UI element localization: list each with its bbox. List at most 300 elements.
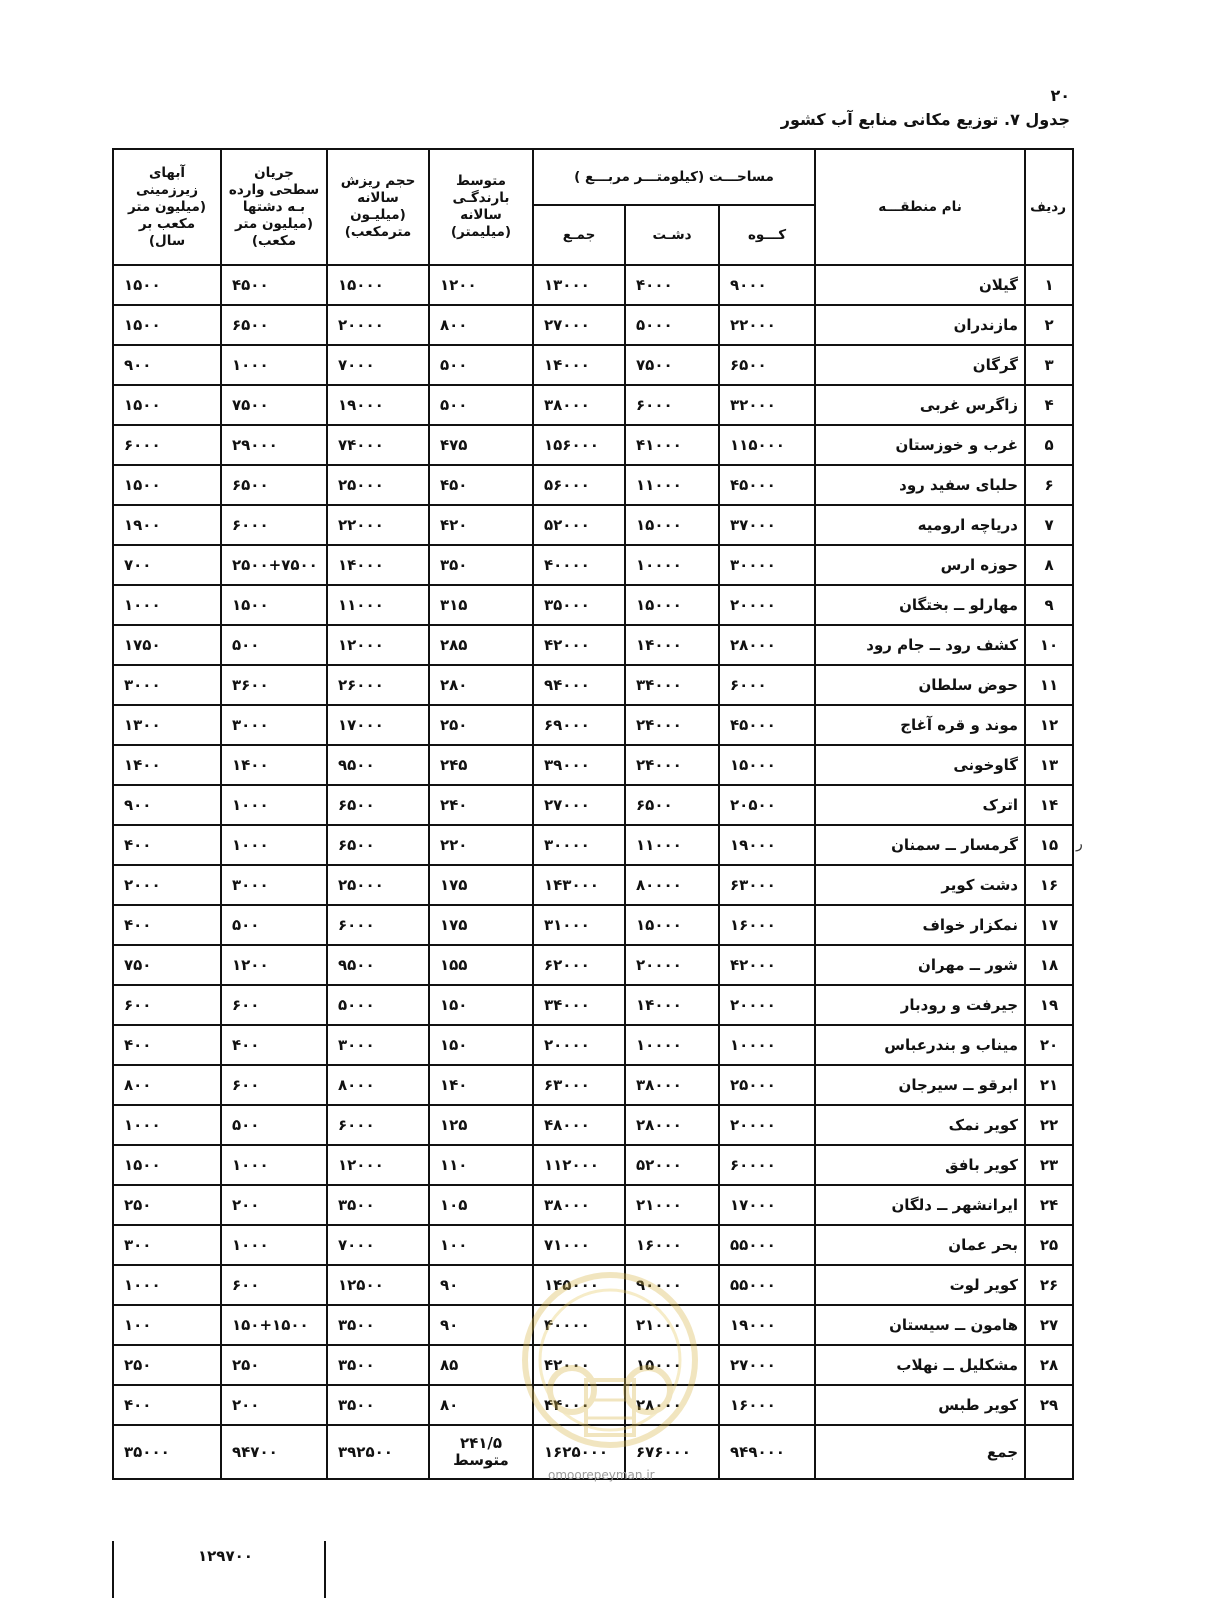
- total-area-cell: ۱۵۶۰۰۰: [533, 425, 625, 465]
- mountain-area-cell: ۴۲۰۰۰: [719, 945, 815, 985]
- table-row: [113, 385, 1073, 425]
- groundwater-cell: ۱۵۰۰: [113, 305, 221, 345]
- header-row-index: ردیف: [1025, 149, 1073, 265]
- plain-area-cell: ۱۱۰۰۰: [625, 465, 719, 505]
- total-area-cell: ۱۴۳۰۰۰: [533, 865, 625, 905]
- surface-flow-cell: ۱۰۰۰: [221, 1145, 327, 1185]
- surface-flow-cell: ۶۰۰۰: [221, 505, 327, 545]
- precip-volume-cell: ۲۲۰۰۰: [327, 505, 429, 545]
- surface-flow-cell: ۶۵۰۰: [221, 305, 327, 345]
- precip-volume-cell: ۷۰۰۰: [327, 345, 429, 385]
- total-area-cell: ۳۸۰۰۰: [533, 1185, 625, 1225]
- header-surface-flow: جریان سطحی وارده بـه دشتها (میلیون متر مکعب): [221, 149, 327, 265]
- mountain-area-cell: ۲۰۰۰۰: [719, 1105, 815, 1145]
- mountain-area-cell: ۶۵۰۰: [719, 345, 815, 385]
- plain-area-cell: ۳۸۰۰۰: [625, 1065, 719, 1105]
- total-area-cell: ۳۵۰۰۰: [533, 585, 625, 625]
- region-name-cell: حوزه ارس: [815, 545, 1025, 585]
- total-area-cell: ۳۰۰۰۰: [533, 825, 625, 865]
- surface-flow-cell: ۶۵۰۰: [221, 465, 327, 505]
- rainfall-cell: ۴۷۵: [429, 425, 533, 465]
- precip-volume-cell: ۸۰۰۰: [327, 1065, 429, 1105]
- surface-flow-cell: ۶۰۰: [221, 1065, 327, 1105]
- precip-volume-cell: ۷۰۰۰: [327, 1225, 429, 1265]
- table-row: [113, 465, 1073, 505]
- total-area-cell: ۱۴۵۰۰۰: [533, 1265, 625, 1305]
- surface-flow-cell: ۳۶۰۰: [221, 665, 327, 705]
- groundwater-cell: ۱۰۰۰: [113, 1105, 221, 1145]
- region-name-cell: جیرفت و رودبار: [815, 985, 1025, 1025]
- mountain-area-cell: ۱۵۰۰۰: [719, 745, 815, 785]
- row-index-cell: ۱۵: [1025, 825, 1073, 865]
- row-index-cell: ۸: [1025, 545, 1073, 585]
- row-index-cell: ۱۹: [1025, 985, 1073, 1025]
- mountain-area-cell: ۵۵۰۰۰: [719, 1265, 815, 1305]
- rainfall-cell: ۱۰۰: [429, 1225, 533, 1265]
- row-index-cell: ۹: [1025, 585, 1073, 625]
- page-number: ۲۰: [1050, 86, 1070, 105]
- mountain-area-cell: ۲۰۵۰۰: [719, 785, 815, 825]
- region-name-cell: کویر بافق: [815, 1145, 1025, 1185]
- rainfall-cell: ۳۵۰: [429, 545, 533, 585]
- plain-area-cell: ۴۰۰۰: [625, 265, 719, 305]
- plain-area-cell: ۱۰۰۰۰: [625, 545, 719, 585]
- groundwater-cell: ۷۰۰: [113, 545, 221, 585]
- total-area-cell: ۲۷۰۰۰: [533, 785, 625, 825]
- totals-rainfall-value: ۲۴۱/۵: [459, 1434, 503, 1452]
- total-area-cell: ۴۲۰۰۰: [533, 625, 625, 665]
- header-region-name: نام منطقـــه: [815, 149, 1025, 265]
- rainfall-cell: ۱۵۰: [429, 985, 533, 1025]
- mountain-area-cell: ۲۸۰۰۰: [719, 625, 815, 665]
- precip-volume-cell: ۳۵۰۰: [327, 1345, 429, 1385]
- rainfall-cell: ۹۰: [429, 1265, 533, 1305]
- groundwater-cell: ۱۴۰۰: [113, 745, 221, 785]
- table-row: [113, 1145, 1073, 1185]
- table-row: [113, 585, 1073, 625]
- region-name-cell: هامون ــ سیستان: [815, 1305, 1025, 1345]
- row-index-cell: ۲۷: [1025, 1305, 1073, 1345]
- row-index-cell: ۱۸: [1025, 945, 1073, 985]
- surface-flow-cell: ۲۵۰: [221, 1345, 327, 1385]
- groundwater-cell: ۲۵۰: [113, 1345, 221, 1385]
- precip-volume-cell: ۲۰۰۰۰: [327, 305, 429, 345]
- row-index-cell: ۲۶: [1025, 1265, 1073, 1305]
- rainfall-cell: ۲۴۵: [429, 745, 533, 785]
- surface-flow-cell: ۱۵۰۰: [221, 585, 327, 625]
- watermark-logo-icon: [490, 1260, 730, 1480]
- region-name-cell: کشف رود ــ جام رود: [815, 625, 1025, 665]
- table-row: [113, 985, 1073, 1025]
- groundwater-cell: ۹۰۰: [113, 785, 221, 825]
- table-row: [113, 505, 1073, 545]
- grand-total-box: [112, 1541, 326, 1598]
- groundwater-cell: ۴۰۰: [113, 1385, 221, 1425]
- precip-volume-cell: ۲۵۰۰۰: [327, 865, 429, 905]
- plain-area-cell: ۲۱۰۰۰: [625, 1305, 719, 1345]
- region-name-cell: موند و قره آغاج: [815, 705, 1025, 745]
- mountain-area-cell: ۱۹۰۰۰: [719, 1305, 815, 1345]
- table-body: [113, 265, 1073, 1425]
- precip-volume-cell: ۲۶۰۰۰: [327, 665, 429, 705]
- row-index-cell: ۲۸: [1025, 1345, 1073, 1385]
- table-row: [113, 905, 1073, 945]
- mountain-area-cell: ۲۲۰۰۰: [719, 305, 815, 345]
- region-name-cell: ایرانشهر ــ دلگان: [815, 1185, 1025, 1225]
- rainfall-cell: ۲۴۰: [429, 785, 533, 825]
- row-index-cell: ۲: [1025, 305, 1073, 345]
- precip-volume-cell: ۳۵۰۰: [327, 1305, 429, 1345]
- total-area-cell: ۳۸۰۰۰: [533, 385, 625, 425]
- row-index-cell: ۱۶: [1025, 865, 1073, 905]
- totals-area: ۱۶۲۵۰۰۰: [533, 1425, 625, 1479]
- plain-area-cell: ۱۴۰۰۰: [625, 625, 719, 665]
- plain-area-cell: ۶۰۰۰: [625, 385, 719, 425]
- rainfall-cell: ۸۰: [429, 1385, 533, 1425]
- plain-area-cell: ۱۵۰۰۰: [625, 1345, 719, 1385]
- region-name-cell: زاگرس غربی: [815, 385, 1025, 425]
- groundwater-cell: ۲۵۰: [113, 1185, 221, 1225]
- surface-flow-cell: ۱۰۰۰: [221, 1225, 327, 1265]
- groundwater-cell: ۶۰۰۰: [113, 425, 221, 465]
- row-index-cell: ۲۵: [1025, 1225, 1073, 1265]
- total-area-cell: ۴۰۰۰۰: [533, 545, 625, 585]
- precip-volume-cell: ۹۵۰۰: [327, 945, 429, 985]
- surface-flow-cell: ۷۵۰۰: [221, 385, 327, 425]
- totals-precip: ۳۹۲۵۰۰: [327, 1425, 429, 1479]
- table-row: [113, 625, 1073, 665]
- precip-volume-cell: ۳۵۰۰: [327, 1185, 429, 1225]
- table-row: [113, 345, 1073, 385]
- groundwater-cell: ۷۵۰: [113, 945, 221, 985]
- surface-flow-cell: ۱۰۰۰: [221, 825, 327, 865]
- row-index-cell: ۲۰: [1025, 1025, 1073, 1065]
- table-row: [113, 1065, 1073, 1105]
- mountain-area-cell: ۶۰۰۰۰: [719, 1145, 815, 1185]
- row-index-cell: ۱۴: [1025, 785, 1073, 825]
- table-row: [113, 545, 1073, 585]
- watermark-text: omoorepeyman.ir: [548, 1468, 655, 1482]
- rainfall-cell: ۱۷۵: [429, 865, 533, 905]
- surface-flow-cell: ۵۰۰: [221, 625, 327, 665]
- table-row: [113, 1185, 1073, 1225]
- surface-flow-cell: ۶۰۰: [221, 985, 327, 1025]
- precip-volume-cell: ۱۲۰۰۰: [327, 625, 429, 665]
- precip-volume-cell: ۹۵۰۰: [327, 745, 429, 785]
- region-name-cell: گرمسار ــ سمنان: [815, 825, 1025, 865]
- total-area-cell: ۵۲۰۰۰: [533, 505, 625, 545]
- total-area-cell: ۶۹۰۰۰: [533, 705, 625, 745]
- mountain-area-cell: ۳۲۰۰۰: [719, 385, 815, 425]
- totals-ground: ۳۵۰۰۰: [113, 1425, 221, 1479]
- precip-volume-cell: ۱۲۰۰۰: [327, 1145, 429, 1185]
- groundwater-cell: ۴۰۰: [113, 1025, 221, 1065]
- surface-flow-cell: ۱۵۰+۱۵۰۰: [221, 1305, 327, 1345]
- surface-flow-cell: ۱۴۰۰: [221, 745, 327, 785]
- region-name-cell: دریاچه ارومیه: [815, 505, 1025, 545]
- surface-flow-cell: ۴۰۰: [221, 1025, 327, 1065]
- rainfall-cell: ۴۲۰: [429, 505, 533, 545]
- plain-area-cell: ۲۸۰۰۰: [625, 1385, 719, 1425]
- precip-volume-cell: ۱۴۰۰۰: [327, 545, 429, 585]
- region-name-cell: غرب و خوزستان: [815, 425, 1025, 465]
- table-row: [113, 1025, 1073, 1065]
- mountain-area-cell: ۱۹۰۰۰: [719, 825, 815, 865]
- region-name-cell: حلبای سفید رود: [815, 465, 1025, 505]
- plain-area-cell: ۱۵۰۰۰: [625, 585, 719, 625]
- total-area-cell: ۶۲۰۰۰: [533, 945, 625, 985]
- groundwater-cell: ۱۰۰۰: [113, 585, 221, 625]
- precip-volume-cell: ۶۰۰۰: [327, 1105, 429, 1145]
- mountain-area-cell: ۱۱۵۰۰۰: [719, 425, 815, 465]
- plain-area-cell: ۳۴۰۰۰: [625, 665, 719, 705]
- plain-area-cell: ۱۵۰۰۰: [625, 505, 719, 545]
- row-index-cell: ۱۳: [1025, 745, 1073, 785]
- region-name-cell: گاوخونی: [815, 745, 1025, 785]
- row-index-cell: ۶: [1025, 465, 1073, 505]
- totals-surface: ۹۴۷۰۰: [221, 1425, 327, 1479]
- plain-area-cell: ۲۴۰۰۰: [625, 745, 719, 785]
- mountain-area-cell: ۱۶۰۰۰: [719, 905, 815, 945]
- row-index-cell: ۱: [1025, 265, 1073, 305]
- region-name-cell: شور ــ مهران: [815, 945, 1025, 985]
- plain-area-cell: ۱۴۰۰۰: [625, 985, 719, 1025]
- row-index-cell: ۱۱: [1025, 665, 1073, 705]
- total-area-cell: ۱۱۲۰۰۰: [533, 1145, 625, 1185]
- surface-flow-cell: ۱۰۰۰: [221, 345, 327, 385]
- header-area: مساحـــت (کیلومتـــر مربـــع ): [533, 149, 815, 205]
- region-name-cell: کویر لوت: [815, 1265, 1025, 1305]
- precip-volume-cell: ۲۵۰۰۰: [327, 465, 429, 505]
- total-area-cell: ۴۰۰۰۰: [533, 1305, 625, 1345]
- surface-flow-cell: ۴۵۰۰: [221, 265, 327, 305]
- rainfall-cell: ۱۲۵: [429, 1105, 533, 1145]
- mountain-area-cell: ۳۷۰۰۰: [719, 505, 815, 545]
- groundwater-cell: ۱۵۰۰: [113, 1145, 221, 1185]
- total-area-cell: ۶۳۰۰۰: [533, 1065, 625, 1105]
- table-row: [113, 665, 1073, 705]
- row-index-cell: ۷: [1025, 505, 1073, 545]
- table-row: [113, 825, 1073, 865]
- plain-area-cell: ۱۰۰۰۰: [625, 1025, 719, 1065]
- table-caption: جدول ۷. توزیع مکانی منابع آب کشور: [780, 110, 1070, 129]
- precip-volume-cell: ۶۵۰۰: [327, 825, 429, 865]
- mountain-area-cell: ۲۷۰۰۰: [719, 1345, 815, 1385]
- region-name-cell: حوض سلطان: [815, 665, 1025, 705]
- region-name-cell: دشت کویر: [815, 865, 1025, 905]
- row-index-cell: ۱۰: [1025, 625, 1073, 665]
- totals-rainfall-label: متوسط: [453, 1451, 509, 1469]
- surface-flow-cell: ۱۲۰۰: [221, 945, 327, 985]
- precip-volume-cell: ۱۷۰۰۰: [327, 705, 429, 745]
- surface-flow-cell: ۲۰۰: [221, 1385, 327, 1425]
- total-area-cell: ۳۱۰۰۰: [533, 905, 625, 945]
- rainfall-cell: ۱۴۰: [429, 1065, 533, 1105]
- plain-area-cell: ۲۸۰۰۰: [625, 1105, 719, 1145]
- plain-area-cell: ۱۱۰۰۰: [625, 825, 719, 865]
- plain-area-cell: ۲۰۰۰۰: [625, 945, 719, 985]
- region-name-cell: گیلان: [815, 265, 1025, 305]
- plain-area-cell: ۱۵۰۰۰: [625, 905, 719, 945]
- row-index-cell: ۵: [1025, 425, 1073, 465]
- mountain-area-cell: ۱۷۰۰۰: [719, 1185, 815, 1225]
- groundwater-cell: ۱۵۰۰: [113, 385, 221, 425]
- groundwater-cell: ۴۰۰: [113, 905, 221, 945]
- surface-flow-cell: ۲۵۰۰+۷۵۰۰: [221, 545, 327, 585]
- totals-plain: ۶۷۶۰۰۰: [625, 1425, 719, 1479]
- plain-area-cell: ۸۰۰۰۰: [625, 865, 719, 905]
- table-row: [113, 265, 1073, 305]
- groundwater-cell: ۱۹۰۰: [113, 505, 221, 545]
- precip-volume-cell: ۱۵۰۰۰: [327, 265, 429, 305]
- rainfall-cell: ۳۱۵: [429, 585, 533, 625]
- total-area-cell: ۴۴۰۰۰: [533, 1385, 625, 1425]
- rainfall-cell: ۱۵۰: [429, 1025, 533, 1065]
- groundwater-cell: ۴۰۰: [113, 825, 221, 865]
- rainfall-cell: ۱۵۵: [429, 945, 533, 985]
- groundwater-cell: ۱۵۰۰: [113, 265, 221, 305]
- rainfall-cell: ۲۸۰: [429, 665, 533, 705]
- groundwater-cell: ۱۰۰: [113, 1305, 221, 1345]
- rainfall-cell: ۲۲۰: [429, 825, 533, 865]
- plain-area-cell: ۲۱۰۰۰: [625, 1185, 719, 1225]
- region-name-cell: نمکزار خواف: [815, 905, 1025, 945]
- region-name-cell: کویر طبس: [815, 1385, 1025, 1425]
- rainfall-cell: ۸۵: [429, 1345, 533, 1385]
- header-rainfall: متوسط بارندگـی سالانه (میلیمتر): [429, 149, 533, 265]
- surface-flow-cell: ۵۰۰: [221, 1105, 327, 1145]
- total-area-cell: ۵۶۰۰۰: [533, 465, 625, 505]
- rainfall-cell: ۸۰۰: [429, 305, 533, 345]
- total-area-cell: ۲۰۰۰۰: [533, 1025, 625, 1065]
- precip-volume-cell: ۶۰۰۰: [327, 905, 429, 945]
- row-index-cell: ۴: [1025, 385, 1073, 425]
- total-area-cell: ۳۹۰۰۰: [533, 745, 625, 785]
- total-area-cell: ۴۲۰۰۰: [533, 1345, 625, 1385]
- rainfall-cell: ۵۰۰: [429, 385, 533, 425]
- table-row: [113, 785, 1073, 825]
- stray-mark: ر: [1076, 836, 1083, 852]
- rainfall-cell: ۹۰: [429, 1305, 533, 1345]
- mountain-area-cell: ۳۰۰۰۰: [719, 545, 815, 585]
- table-row: [113, 945, 1073, 985]
- row-index-cell: ۲۳: [1025, 1145, 1073, 1185]
- precip-volume-cell: ۱۹۰۰۰: [327, 385, 429, 425]
- rainfall-cell: ۵۰۰: [429, 345, 533, 385]
- total-area-cell: ۱۴۰۰۰: [533, 345, 625, 385]
- groundwater-cell: ۶۰۰: [113, 985, 221, 1025]
- surface-flow-cell: ۳۰۰۰: [221, 865, 327, 905]
- surface-flow-cell: ۳۰۰۰: [221, 705, 327, 745]
- plain-area-cell: ۲۴۰۰۰: [625, 705, 719, 745]
- rainfall-cell: ۱۱۰: [429, 1145, 533, 1185]
- table-row: [113, 305, 1073, 345]
- total-area-cell: ۷۱۰۰۰: [533, 1225, 625, 1265]
- surface-flow-cell: ۶۰۰: [221, 1265, 327, 1305]
- groundwater-cell: ۳۰۰: [113, 1225, 221, 1265]
- header-groundwater: آبهای زیرزمینی (میلیون متر مکعب بر سال): [113, 149, 221, 265]
- grand-total-value: ۱۲۹۷۰۰: [198, 1547, 253, 1565]
- mountain-area-cell: ۱۶۰۰۰: [719, 1385, 815, 1425]
- mountain-area-cell: ۴۵۰۰۰: [719, 465, 815, 505]
- region-name-cell: مازندران: [815, 305, 1025, 345]
- plain-area-cell: ۵۰۰۰: [625, 305, 719, 345]
- rainfall-cell: ۱۷۵: [429, 905, 533, 945]
- region-name-cell: ابرقو ــ سیرجان: [815, 1065, 1025, 1105]
- mountain-area-cell: ۱۰۰۰۰: [719, 1025, 815, 1065]
- groundwater-cell: ۱۵۰۰: [113, 465, 221, 505]
- total-area-cell: ۴۸۰۰۰: [533, 1105, 625, 1145]
- totals-index-cell: [1025, 1425, 1073, 1479]
- groundwater-cell: ۲۰۰۰: [113, 865, 221, 905]
- header-area-total: جمـع: [533, 205, 625, 265]
- header-precip-volume: حجم ریزش سالانه (میلیـون مترمکعب): [327, 149, 429, 265]
- region-name-cell: میناب و بندرعباس: [815, 1025, 1025, 1065]
- row-index-cell: ۱۷: [1025, 905, 1073, 945]
- region-name-cell: بحر عمان: [815, 1225, 1025, 1265]
- precip-volume-cell: ۵۰۰۰: [327, 985, 429, 1025]
- precip-volume-cell: ۳۰۰۰: [327, 1025, 429, 1065]
- total-area-cell: ۳۴۰۰۰: [533, 985, 625, 1025]
- plain-area-cell: ۴۱۰۰۰: [625, 425, 719, 465]
- rainfall-cell: ۱۲۰۰: [429, 265, 533, 305]
- plain-area-cell: ۷۵۰۰: [625, 345, 719, 385]
- table-row: [113, 705, 1073, 745]
- groundwater-cell: ۸۰۰: [113, 1065, 221, 1105]
- mountain-area-cell: ۵۵۰۰۰: [719, 1225, 815, 1265]
- header-mountain: کـــوه: [719, 205, 815, 265]
- mountain-area-cell: ۶۳۰۰۰: [719, 865, 815, 905]
- region-name-cell: کویر نمک: [815, 1105, 1025, 1145]
- mountain-area-cell: ۲۰۰۰۰: [719, 985, 815, 1025]
- mountain-area-cell: ۴۵۰۰۰: [719, 705, 815, 745]
- precip-volume-cell: ۳۵۰۰: [327, 1385, 429, 1425]
- row-index-cell: ۱۲: [1025, 705, 1073, 745]
- mountain-area-cell: ۲۰۰۰۰: [719, 585, 815, 625]
- rainfall-cell: ۴۵۰: [429, 465, 533, 505]
- mountain-area-cell: ۶۰۰۰: [719, 665, 815, 705]
- groundwater-cell: ۹۰۰: [113, 345, 221, 385]
- mountain-area-cell: ۲۵۰۰۰: [719, 1065, 815, 1105]
- precip-volume-cell: ۶۵۰۰: [327, 785, 429, 825]
- table-row: [113, 745, 1073, 785]
- plain-area-cell: ۹۰۰۰۰: [625, 1265, 719, 1305]
- surface-flow-cell: ۲۰۰: [221, 1185, 327, 1225]
- groundwater-cell: ۱۰۰۰: [113, 1265, 221, 1305]
- totals-mountain: ۹۴۹۰۰۰: [719, 1425, 815, 1479]
- rainfall-cell: ۱۰۵: [429, 1185, 533, 1225]
- groundwater-cell: ۱۳۰۰: [113, 705, 221, 745]
- header-plain: دشـت: [625, 205, 719, 265]
- surface-flow-cell: ۵۰۰: [221, 905, 327, 945]
- region-name-cell: اترک: [815, 785, 1025, 825]
- total-area-cell: ۹۴۰۰۰: [533, 665, 625, 705]
- table-row: [113, 1225, 1073, 1265]
- row-index-cell: ۲۹: [1025, 1385, 1073, 1425]
- table-row: [113, 425, 1073, 465]
- total-area-cell: ۱۳۰۰۰: [533, 265, 625, 305]
- groundwater-cell: ۳۰۰۰: [113, 665, 221, 705]
- region-name-cell: گرگان: [815, 345, 1025, 385]
- precip-volume-cell: ۱۱۰۰۰: [327, 585, 429, 625]
- plain-area-cell: ۱۶۰۰۰: [625, 1225, 719, 1265]
- row-index-cell: ۳: [1025, 345, 1073, 385]
- total-area-cell: ۲۷۰۰۰: [533, 305, 625, 345]
- precip-volume-cell: ۷۴۰۰۰: [327, 425, 429, 465]
- header-row-1: [113, 149, 1073, 205]
- region-name-cell: مشکلیل ــ نهلاب: [815, 1345, 1025, 1385]
- precip-volume-cell: ۱۲۵۰۰: [327, 1265, 429, 1305]
